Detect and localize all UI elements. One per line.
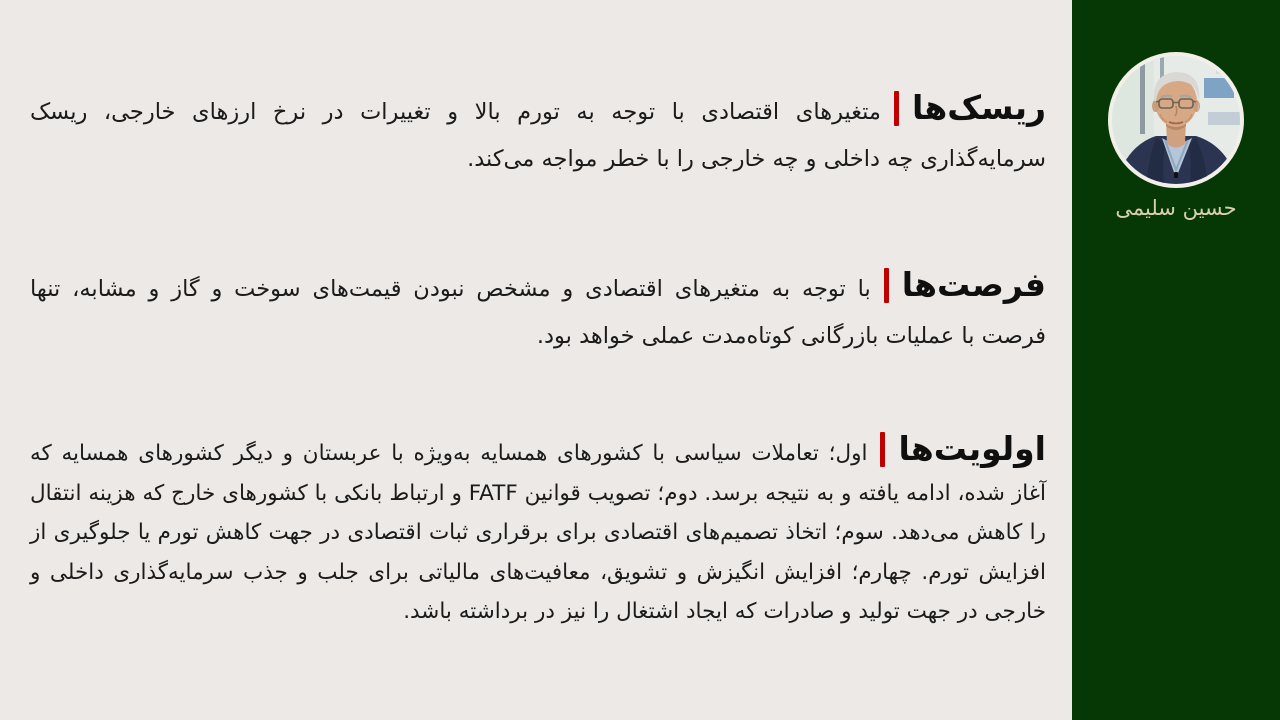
speaker-avatar [1108,52,1244,188]
section-opportunities-heading: فرصت‌ها [901,265,1046,304]
section-opportunities [0,261,1072,360]
section-priorities-heading: اولویت‌ها [898,429,1046,468]
red-divider-bar [884,268,889,303]
speaker-name: حسین سلیمی [1115,196,1237,220]
red-divider-bar [894,91,899,126]
section-priorities [0,429,1072,632]
section-risks-heading: ریسک‌ها [911,88,1046,127]
speaker-sidebar [1072,0,1280,720]
section-risks [0,84,1072,183]
speaker-photo [1112,56,1240,184]
red-divider-bar [880,432,885,467]
section-priorities-body: اول؛ تعاملات سیاسی با کشورهای همسایه به‌ویژه با عربستان و دیگر کشورهای همسایه که آغاز شده، ادامه یافته و به نتیجه برسد. دوم؛ تصویب قوانین FATF و ارتباط بانکی با کشورهای خارج که هزینه انتقال را کاهش می‌دهد. سوم؛ اتخاذ تصمیم‌های اقتصادی برای برقراری ثبات اقتصادی در جهت کاهش تورم یا جلوگیری از افزایش تورم. چهارم؛ افزایش انگیزش و تشویق، معافیت‌های مالیاتی برای جلب و جذب سرمایه‌گذاری داخلی و خارجی در جهت تولید و صادرات که ایجاد اشتغال را نیز در برداشته باشد. [30,441,1046,624]
section-opportunities-body: با توجه به متغیرهای اقتصادی و مشخص نبودن قیمت‌های سوخت و گاز و مشابه، تنها فرصت با عملیات بازرگانی کوتاه‌مدت عملی خواهد بود. [30,276,1046,349]
section-risks-body: متغیرهای اقتصادی با توجه به تورم بالا و تغییرات در نرخ ارزهای خارجی، ریسک سرمایه‌گذاری چه داخلی و چه خارجی را با خطر مواجه می‌کند. [30,99,1046,172]
